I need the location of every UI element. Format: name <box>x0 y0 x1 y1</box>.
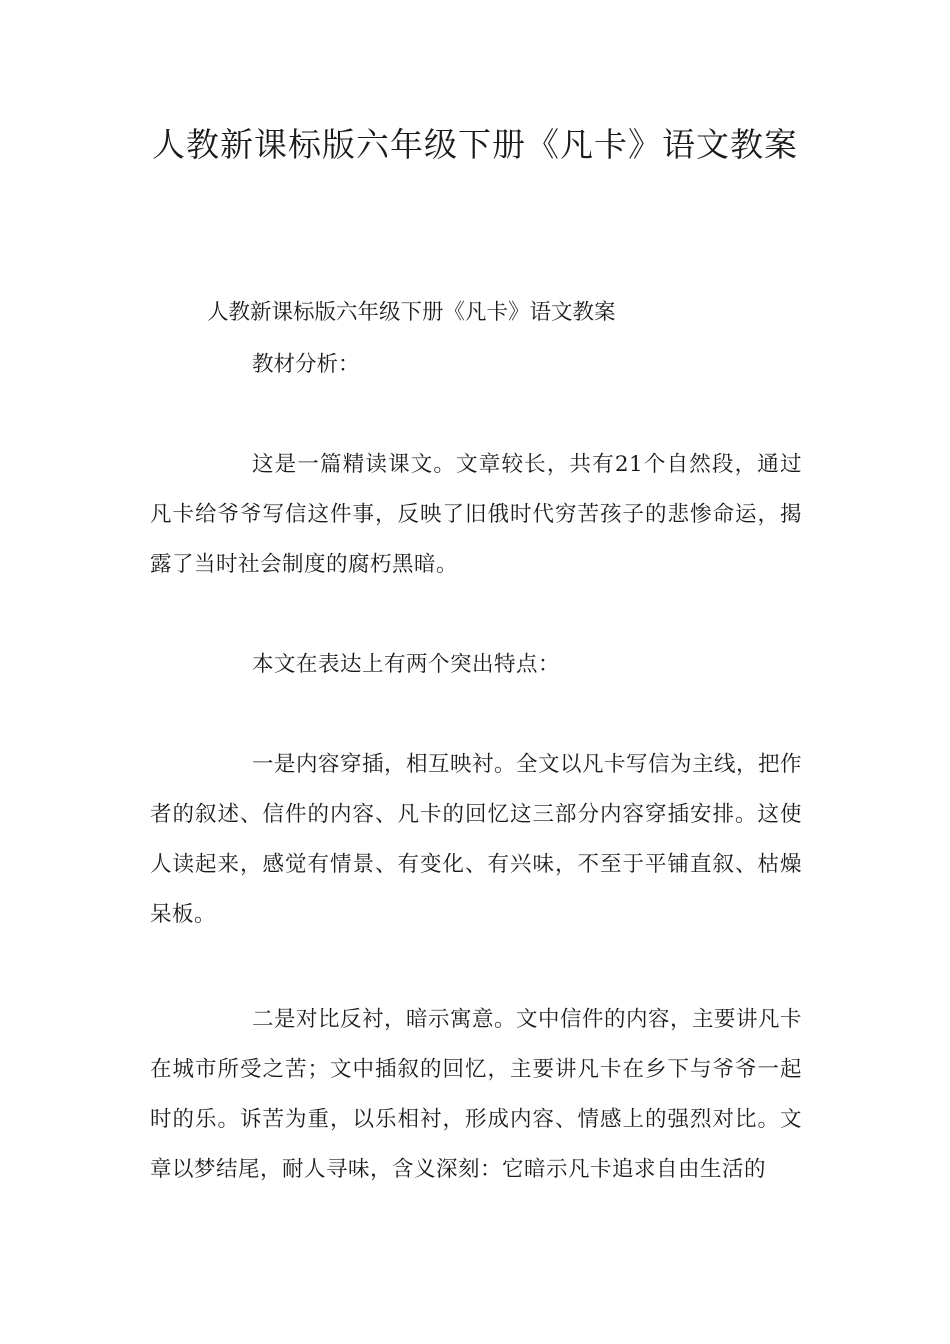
paragraph-features-intro: 本文在表达上有两个突出特点： <box>252 652 561 677</box>
paragraph-feature-two: 二是对比反衬，暗示寓意。文中信件的内容，主要讲凡卡在城市所受之苦；文中插叙的回忆，主要讲凡卡在乡下与爷爷一起时的乐。诉苦为重，以乐相衬，形成内容、情感上的强烈对比。文章以梦结尾，耐人寻味，含义深刻：它暗示凡卡追求自由生活的 <box>150 1007 803 1182</box>
document-title: 人教新课标版六年级下册《凡卡》语文教案 <box>152 125 798 164</box>
document-subtitle: 人教新课标版六年级下册《凡卡》语文教案 <box>207 300 616 325</box>
paragraph-overview: 这是一篇精读课文。文章较长，共有21个自然段，通过凡卡给爷爷写信这件事，反映了旧俄时代穷苦孩子的悲惨命运，揭露了当时社会制度的腐朽黑暗。 <box>150 452 802 577</box>
paragraph-feature-one: 一是内容穿插，相互映衬。全文以凡卡写信为主线，把作者的叙述、信件的内容、凡卡的回忆这三部分内容穿插安排。这使人读起来，感觉有情景、有变化、有兴味，不至于平铺直叙、枯燥呆板。 <box>150 752 803 927</box>
section-heading-textbook-analysis: 教材分析： <box>252 352 360 377</box>
